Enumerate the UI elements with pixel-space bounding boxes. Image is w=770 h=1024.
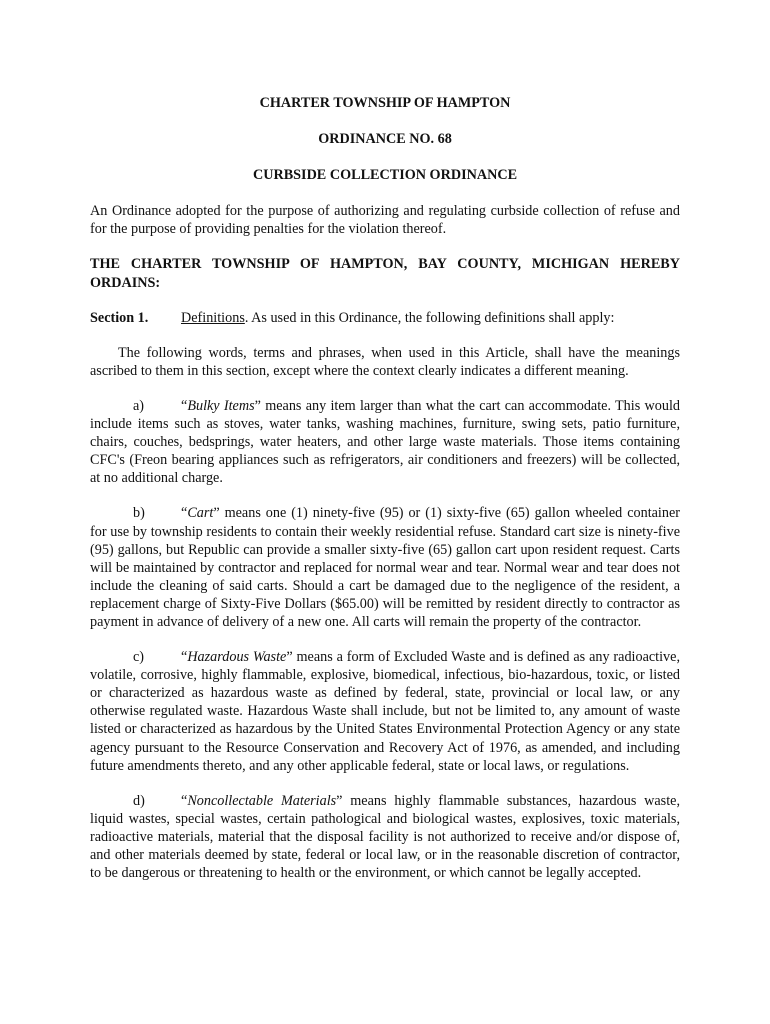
close-quote: ”	[254, 397, 261, 414]
document-page	[90, 94, 680, 899]
definition-letter: b)	[133, 505, 145, 522]
definition-c	[90, 648, 680, 775]
definition-text: means one (1) ninety-five (95) or (1) sixty-five (65) gallon wheeled container for use by township residents to contain their weekly residential refuse. Standard cart size is ninety-five (95) gallons, but Republic can provide a smaller sixty-five (65) gallon cart upon resident request. Carts will be maintained by contractor and replaced for normal wear and tear. Normal wear and tear does not include the cleaning of said carts. Should a cart be damaged due to the negligence of the resident, a replacement charge of Sixty-Five Dollars ($65.00) will be remitted by resident directly to contractor as payment in advance of delivery of a new one. All carts will remain the property of the contractor.	[90, 505, 680, 630]
open-quote: “	[181, 505, 188, 522]
definition-text: means a form of Excluded Waste and is defined as any radioactive, volatile, corrosive, highly flammable, explosive, biomedical, infectious, bio-hazardous, toxic, or listed or characterized as hazardous waste as defined by federal, state, provincial or local law, or any otherwise regulated waste. Hazardous Waste shall include, but not be limited to, any amount of waste listed or characterized as hazardous by the United States Environmental Protection Agency or any state agency pursuant to the Resource Conservation and Recovery Act of 1976, as amended, and including future amendments thereto, and any other applicable federal, state or local laws, or regulations.	[90, 649, 680, 774]
section-title: Definitions	[181, 309, 245, 326]
ordains-paragraph: THE CHARTER TOWNSHIP OF HAMPTON, BAY COUNTY, MICHIGAN HEREBY ORDAINS:	[90, 256, 680, 291]
definitions-lead-paragraph: The following words, terms and phrases, when used in this Article, shall have the meanings ascribed to them in this section, except where the context clearly indicates a different meaning.	[90, 344, 680, 379]
close-quote: ”	[213, 505, 220, 522]
ordinance-title: CURBSIDE COLLECTION ORDINANCE	[252, 167, 518, 184]
section-1-heading	[90, 309, 680, 327]
intro-paragraph: An Ordinance adopted for the purpose of authorizing and regulating curbside collection of refuse and for the purpose of providing penalties for the violation thereof.	[90, 203, 680, 238]
definition-letter: a)	[133, 397, 145, 414]
section-label: Section 1.	[90, 309, 149, 326]
definition-letter: c)	[133, 649, 145, 666]
ordinance-number: ORDINANCE NO. 68	[318, 131, 452, 148]
open-quote: “	[181, 792, 188, 809]
definition-term: Bulky Items	[187, 397, 255, 414]
definition-d	[90, 792, 680, 882]
definition-term: Cart	[187, 505, 214, 522]
open-quote: “	[181, 397, 188, 414]
definition-text: means highly flammable substances, hazardous waste, liquid wastes, special wastes, certain pathological and biological wastes, explosives, toxic materials, radioactive materials, material that the disposal facility is not authorized to receive and/or dispose of, and other materials deemed by state, federal or local law, or in the reasonable discretion of contractor, to be dangerous or threatening to health or the environment, or which cannot be legally accepted.	[90, 792, 680, 882]
definition-text: means any item larger than what the cart can accommodate. This would include items such as stoves, water tanks, washing machines, furniture, swing sets, patio furniture, chairs, couches, bedsprings, water heaters, and other large waste materials. Those items containing CFC's (Freon bearing appliances such as refrigerators, air conditioners and freezers) will be collected, at no additional charge.	[90, 397, 680, 487]
close-quote: ”	[286, 649, 293, 666]
definition-term: Hazardous Waste	[187, 649, 287, 666]
definition-b	[90, 504, 680, 631]
close-quote: ”	[336, 792, 343, 809]
definition-term: Noncollectable Materials	[187, 792, 337, 809]
section-intro-text: . As used in this Ordinance, the following definitions shall apply:	[244, 309, 615, 326]
open-quote: “	[181, 649, 188, 666]
definition-letter: d)	[133, 792, 145, 809]
definition-a	[90, 397, 680, 487]
section-1-text	[181, 309, 614, 327]
township-heading: CHARTER TOWNSHIP OF HAMPTON	[259, 95, 511, 111]
